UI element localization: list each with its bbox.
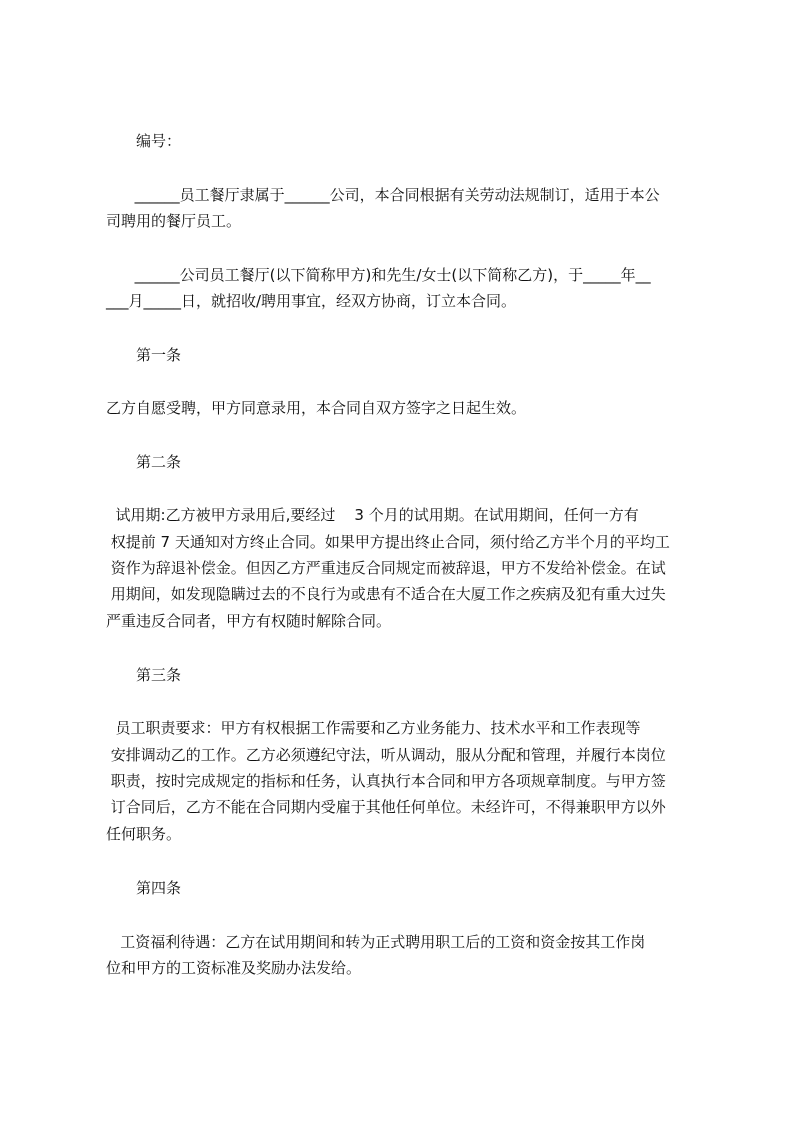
article-1-text: 乙方自愿受聘，甲方同意录用，本合同自双方签字之日起生效。 (106, 399, 527, 417)
article-4-line: 位和甲方的工资标准及奖励办法发给。 (106, 959, 362, 977)
parties-paragraph-line-2: ___月_____日，就招收/聘用事宜，经双方协商，订立本合同。 (106, 292, 517, 310)
intro-paragraph-line-2: 司聘用的餐厅员工。 (106, 212, 242, 230)
article-2-title: 第二条 (136, 453, 182, 471)
article-4-title: 第四条 (136, 879, 182, 897)
article-3-line: 任何职务。 (106, 825, 182, 843)
article-3-line: 职责，按时完成规定的指标和任务，认真执行本合同和甲方各项规章制度。与甲方签 (106, 772, 666, 790)
parties-paragraph-line-1: ______公司员工餐厅(以下简称甲方)和先生/女士(以下简称乙方)，于_____年__ (106, 266, 651, 284)
article-2-line: 试用期:乙方被甲方录用后,要经过 3 个月的试用期。在试用期间，任何一方有 (106, 506, 639, 524)
article-2-line: 资作为辞退补偿金。但因乙方严重违反合同规定而被辞退，甲方不发给补偿金。在试 (106, 559, 666, 577)
article-1-title: 第一条 (136, 346, 182, 364)
contract-number-label: 编号： (136, 132, 182, 150)
article-4-line: 工资福利待遇：乙方在试用期间和转为正式聘用职工后的工资和资金按其工作岗 (106, 933, 646, 951)
article-2-line: 用期间，如发现隐瞒过去的不良行为或患有不适合在大厦工作之疾病及犯有重大过失 (106, 585, 666, 603)
article-2-line: 严重违反合同者，甲方有权随时解除合同。 (106, 612, 392, 630)
article-3-line: 员工职责要求：甲方有权根据工作需要和乙方业务能力、技术水平和工作表现等 (106, 719, 641, 737)
article-3-line: 订合同后，乙方不能在合同期内受雇于其他任何单位。未经许可，不得兼职甲方以外 (106, 798, 666, 816)
article-3-title: 第三条 (136, 666, 182, 684)
article-2-line: 权提前 7 天通知对方终止合同。如果甲方提出终止合同，须付给乙方半个月的平均工 (106, 533, 670, 551)
intro-paragraph-line-1: ______员工餐厅隶属于______公司，本合同根据有关劳动法规制订，适用于本公 (106, 186, 660, 204)
article-3-line: 安排调动乙的工作。乙方必须遵纪守法，听从调动，服从分配和管理，并履行本岗位 (106, 746, 666, 764)
